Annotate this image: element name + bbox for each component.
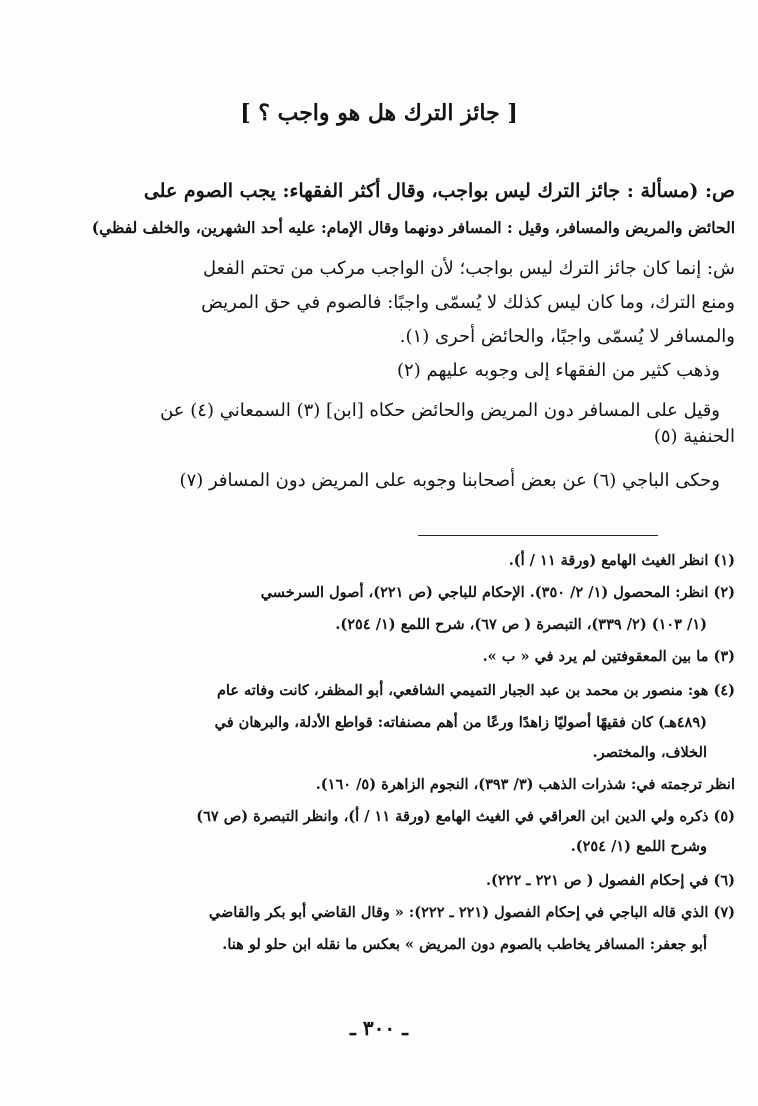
section-title: [ جائز الترك هل هو واجب ؟ ]	[240, 100, 518, 126]
footnote-4-line-1: (٤) هو: منصور بن محمد بن عبد الجبار التميمي الشافعي، أبو المظفر، كانت وفاته عام	[216, 682, 735, 699]
footnote-separator	[418, 535, 658, 536]
footnote-4-line-2: (٤٨٩هـ) كان فقيهًا أصوليًا زاهدًا ورعًا من أهم مصنفاته: قواطع الأدلة، والبرهان في	[214, 714, 707, 731]
footnote-4-bio-ref: انظر ترجمته في: شذرات الذهب (٣/ ٣٩٣)، النجوم الزاهرة (٥/ ١٦٠).	[315, 776, 735, 793]
footnote-3: (٣) ما بين المعقوفتين لم يرد في « ب ».	[482, 648, 735, 665]
footnote-1: (١) انظر الغيث الهامع (ورقة ١١ / أ).	[508, 552, 735, 569]
paragraph-2	[60, 360, 735, 381]
paragraph-3-text-1: وقيل على المسافر دون المريض والحائض حكاه [ابن] (٣) السمعاني (٤) عن	[160, 400, 720, 421]
commentary-line-2: ومنع الترك، وما كان ليس كذلك لا يُسمّى واجبًا: فالصوم في حق المريض	[201, 292, 735, 313]
paragraph-3-line-1	[60, 400, 735, 421]
footnote-5-line-1: (٥) ذكره ولي الدين ابن العراقي في الغيث الهامع (ورقة ١١ / أ)، وانظر التبصرة (ص ٦٧)	[196, 808, 735, 825]
footnote-2-line-1: (٢) انظر: المحصول (١/ ٢/ ٣٥٠). الإحكام للباجي (ص ٢٢١)، أصول السرخسي	[260, 584, 735, 601]
paragraph-3-line-2: الحنفية (٥)	[653, 426, 735, 447]
footnote-7-line-1: (٧) الذي قاله الباجي في إحكام الفصول (٢٢١ ـ ٢٢٢): « وقال القاضي أبو بكر والقاضي	[208, 904, 735, 921]
footnote-6: (٦) في إحكام الفصول ( ص ٢٢١ ـ ٢٢٢).	[485, 872, 735, 889]
question-line-2: الحائض والمريض والمسافر، وقيل : المسافر دونهما وقال الإمام: عليه أحد الشهرين، والخلف لفظي)	[91, 218, 735, 237]
paragraph-2-text: وذهب كثير من الفقهاء إلى وجوبه عليهم (٢)	[397, 360, 720, 381]
commentary-line-3: والمسافر لا يُسمّى واجبًا، والحائض أحرى (١).	[399, 326, 735, 347]
footnote-5-line-2: وشرح اللمع (١/ ٢٥٤).	[570, 838, 707, 855]
paragraph-4-text: وحكى الباجي (٦) عن بعض أصحابنا وجوبه على المريض دون المسافر (٧)	[179, 470, 720, 491]
paragraph-4	[60, 470, 735, 491]
commentary-line-1: ش: إنما كان جائز الترك ليس بواجب؛ لأن الواجب مركب من تحتم الفعل	[203, 258, 735, 279]
footnote-4-line-3: الخلاف، والمختصر.	[592, 744, 707, 761]
page-number: ـ ٣٠٠ ـ	[350, 1016, 408, 1040]
question-line-1: ص: (مسألة : جائز الترك ليس بواجب، وقال أكثر الفقهاء: يجب الصوم على	[143, 180, 735, 202]
footnote-7-line-2: أبو جعفر: المسافر يخاطب بالصوم دون المريض » بعكس ما نقله ابن حلو لو هنا.	[222, 936, 707, 953]
footnote-2-line-2: (١/ ١٠٣) (٢/ ٣٣٩)، التبصرة ( ص ٦٧)، شرح اللمع (١/ ٢٥٤).	[335, 616, 707, 633]
